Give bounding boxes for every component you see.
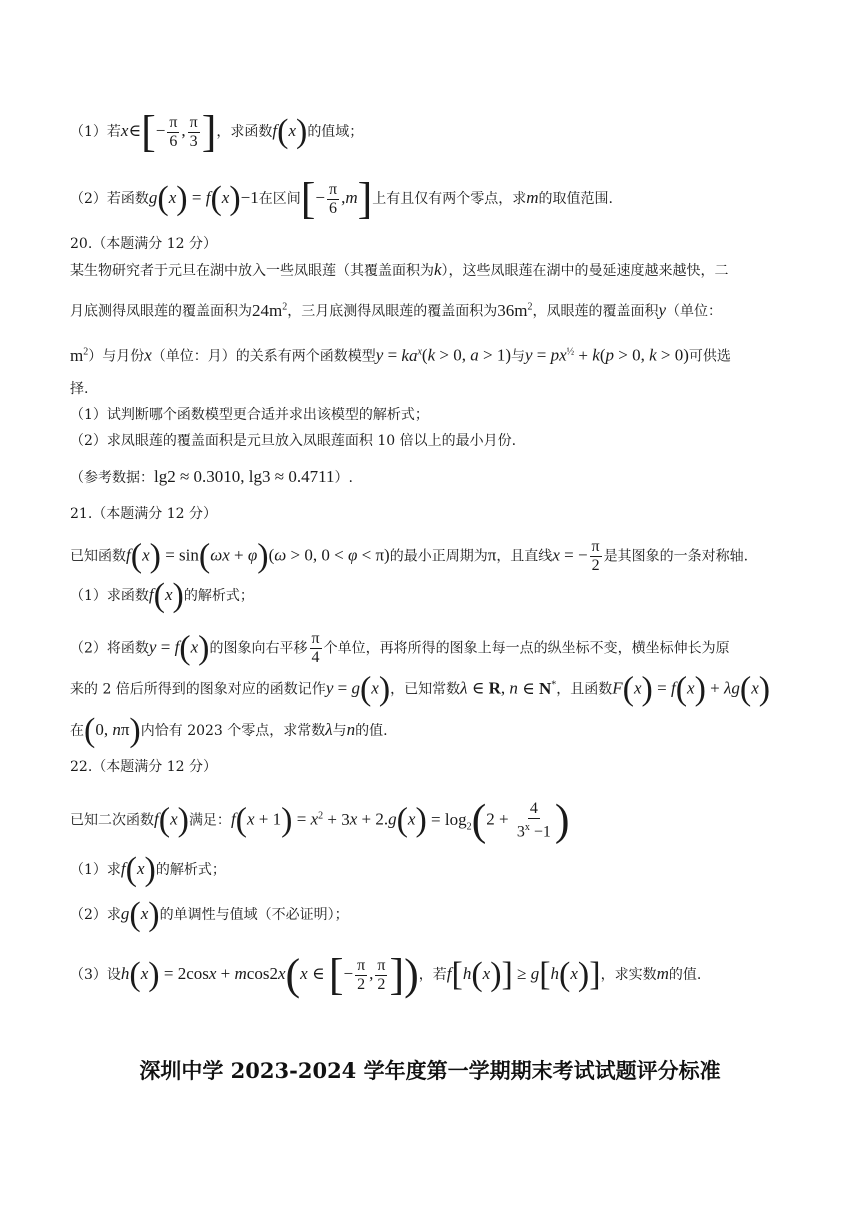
q20-l3-a: ）与月份 — [88, 348, 145, 365]
q20-l3-c: 与 — [510, 348, 525, 365]
q22-s1-b: 的解析式； — [155, 862, 226, 878]
q21-s2l3-c: 与 — [332, 723, 347, 739]
q20-line1: 某生物研究者于元旦在湖中放入一些凤眼莲（其覆盖面积为k），这些凤眼莲在湖中的曼延速度越来越快，二 — [70, 260, 729, 279]
q21-l1-a: 已知函数 — [70, 548, 126, 565]
q20-ref-b: ）. — [334, 470, 353, 486]
q20-l2-d: （单位： — [666, 303, 723, 320]
q21-s2-c: 个单位，再将所得的图象上每一点的纵坐标不变，横坐标伸长为原 — [323, 640, 730, 657]
q21-sub2-line2: 来的 2 倍后所得到的图象对应的函数记作y = g(x)，已知常数λ ∈ R, n ∈ N*，且函数F(x) = f(x) + λg(x) — [70, 670, 771, 708]
q22-sub3: （3）设h(x) = 2cosx + mcos2x(x ∈ [− $\frac{\pi}{2}$ , $\frac{\pi}{2}$ ])，若f[h(x)] ≥ g[h(x)]，求实数m的值. — [70, 950, 702, 999]
q21-s2-b: 的图象向右平移 — [209, 640, 308, 657]
footer-title: 深圳中学 2023-2024 学年度第一学期期末考试试题评分标准 — [139, 1058, 721, 1083]
q21-sub2-line3: 在(0, nπ)内恰有 2023 个零点，求常数λ与n的值. — [70, 712, 388, 749]
q22-l1-b: 满足： — [188, 812, 231, 829]
q19-p2-text-d: 的取值范围. — [538, 191, 613, 207]
q21-s2-a: （2）将函数 — [70, 640, 149, 657]
q20-l2-c: ，凤眼莲的覆盖面积 — [532, 303, 659, 320]
q20-l1-b: ），这些凤眼莲在湖中的曼延速度越来越快，二 — [441, 263, 729, 279]
q22-s3-c: ，求实数 — [600, 967, 657, 983]
q22-header: 22.（本题满分 12 分） — [70, 759, 217, 775]
q21-l1-b: 的最小正周期为 — [389, 548, 488, 565]
q21-header: 21.（本题满分 12 分） — [70, 506, 217, 522]
q21-l1-c: ，且直线 — [496, 548, 553, 565]
q20-sub2: （2）求凤眼莲的覆盖面积是元旦放入凤眼莲面积 10 倍以上的最小月份. — [70, 433, 517, 449]
q19-p2-text-a: （2）若函数 — [70, 191, 149, 207]
q21-s2l2-a: 来的 2 倍后所得到的图象对应的函数记作 — [70, 681, 326, 698]
q22-s3-b: ，若 — [418, 967, 447, 983]
q20-reference: （参考数据：lg2 ≈ 0.3010, lg3 ≈ 0.4711）. — [70, 467, 353, 486]
q21-l1-d: 是其图象的一条对称轴. — [603, 548, 749, 565]
q20-l1-a: 某生物研究者于元旦在湖中放入一些凤眼莲（其覆盖面积为 — [70, 263, 434, 279]
q21-s1-a: （1）求函数 — [70, 588, 149, 604]
q21-s2l3-b: 内恰有 2023 个零点，求常数 — [140, 723, 326, 739]
q20-l3-b: （单位：月）的关系有两个函数模型 — [151, 348, 376, 365]
q19-p1-text-c: 的值域； — [307, 124, 364, 140]
q20-l2-b: ，三月底测得凤眼莲的覆盖面积为 — [287, 303, 498, 320]
q20-l2-a: 月底测得凤眼莲的覆盖面积为 — [70, 303, 252, 320]
q20-l3-d: 可供选 — [688, 348, 731, 365]
q22-sub2: （2）求g(x)的单调性与值域（不必证明）； — [70, 896, 349, 933]
q21-s2l2-c: ，且函数 — [556, 681, 613, 698]
q22-s1-a: （1）求 — [70, 862, 121, 878]
q19-part1: （1）若x∈[− $\frac{\pi}{6}$ , $\frac{\pi}{3}$ ]，求函数f(x)的值域； — [70, 107, 364, 156]
q19-p2-text-c: 上有且仅有两个零点，求 — [372, 191, 527, 207]
q21-s2l3-d: 的值. — [355, 723, 388, 739]
q20-sub1: （1）试判断哪个函数模型更合适并求出该模型的解析式； — [70, 407, 429, 423]
q19-part2: （2）若函数g(x) = f(x)−1在区间[− $\frac{\pi}{6}$ ,m]上有且仅有两个零点，求m的取值范围. — [70, 174, 613, 223]
q19-p1-text-b: ，求函数 — [216, 124, 273, 140]
q20-line4: 择. — [70, 381, 89, 397]
q21-line1: 已知函数f(x) = sin(ωx + φ)(ω > 0, 0 < φ < π)的最小正周期为π，且直线x = − $\frac{\pi}{2}$ 是其图象的一条对称轴. — [70, 537, 749, 575]
q22-s3-d: 的值. — [668, 967, 702, 983]
q19-p1-text-a: （1）若 — [70, 124, 121, 140]
q22-line1: 已知二次函数f(x)满足：$f(x + 1) = x^2 + 3x + 2.g(x) = \log_2(2$ + $\frac{4}{3^x -1}$ ) — [70, 795, 570, 845]
q22-s2-a: （2）求 — [70, 907, 121, 923]
q21-sub2-line1: （2）将函数y = f(x)的图象向右平移 $\frac{\pi}{4}$ 个单位，再将所得的图象上每一点的纵坐标不变，横坐标伸长为原 — [70, 629, 730, 667]
q21-sub1: （1）求函数f(x)的解析式； — [70, 577, 254, 614]
q21-s2l3-a: 在 — [70, 723, 84, 739]
q21-s1-b: 的解析式； — [183, 588, 254, 604]
q20-ref-a: （参考数据： — [70, 470, 154, 486]
q20-header: 20.（本题满分 12 分） — [70, 236, 217, 252]
q22-sub1: （1）求f(x)的解析式； — [70, 851, 226, 888]
q22-l1-a: 已知二次函数 — [70, 812, 154, 829]
q21-s2l2-b: ，已知常数 — [390, 681, 461, 698]
q20-line3: $m^2$）与月份x（单位：月）的关系有两个函数模型$y = ka^x(k > 0$, a > 1)与$y = px^{\frac{1}{2}} + k(p > 0$, k > 0)可供选 — [70, 345, 731, 365]
q22-s3-a: （3）设 — [70, 967, 121, 983]
q19-p2-text-b: 在区间 — [258, 191, 301, 207]
q22-s2-b: 的单调性与值域（不必证明）； — [159, 907, 349, 923]
q20-line2: 月底测得凤眼莲的覆盖面积为$24m^2$，三月底测得凤眼莲的覆盖面积为$36m^2$，凤眼莲的覆盖面积y（单位： — [70, 300, 723, 320]
